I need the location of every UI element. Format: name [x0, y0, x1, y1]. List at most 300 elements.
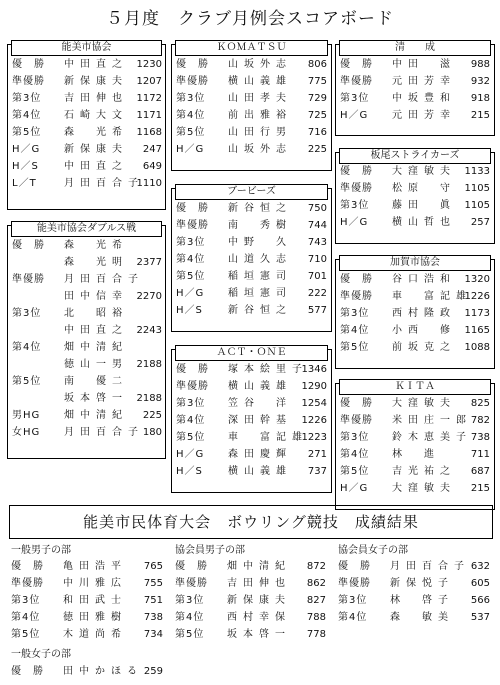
score-value: 1171 — [136, 110, 162, 121]
rank-label: 第3位 — [176, 237, 206, 248]
score-value: 751 — [143, 595, 163, 606]
rank-label: 第4位 — [11, 612, 41, 623]
player-name: 畑中清紀 — [64, 342, 128, 353]
rank-label: 優 勝 — [340, 398, 373, 409]
rank-label: 第3位 — [12, 93, 42, 104]
player-name: 車 富記雄 — [392, 291, 472, 302]
ranking-row — [175, 576, 326, 592]
player-name: 畑中清紀 — [227, 561, 291, 572]
score-value: 247 — [142, 144, 162, 155]
ranking-row — [176, 108, 327, 124]
player-name: 北 昭裕 — [64, 308, 128, 319]
rank-label: 第5位 — [12, 127, 42, 138]
player-name: 林 啓子 — [390, 595, 454, 606]
player-name: 大窪敏夫 — [392, 483, 456, 494]
ranking-row — [340, 198, 490, 214]
results-banner: 能美市民体育大会 ボウリング競技 成績結果 — [9, 505, 493, 539]
player-name: 山田孝夫 — [228, 93, 292, 104]
score-value: 1346 — [301, 364, 327, 375]
ranking-row — [12, 142, 162, 158]
ranking-row — [175, 559, 326, 575]
score-value: 687 — [470, 466, 490, 477]
rank-label: H／S — [176, 305, 203, 316]
rank-label: 第4位 — [338, 612, 368, 623]
rank-label: 第4位 — [12, 342, 42, 353]
player-name: 前出雅裕 — [228, 110, 292, 121]
rank-label: H／G — [340, 110, 369, 121]
player-name: 月田百合子 — [64, 178, 144, 189]
score-value: 2377 — [136, 257, 162, 268]
score-value: 750 — [307, 203, 327, 214]
ranking-row — [340, 164, 490, 180]
rank-label: 第3位 — [340, 432, 370, 443]
rank-label: 優 勝 — [176, 203, 209, 214]
rank-label: 準優勝 — [175, 578, 208, 589]
player-name: 徳山一男 — [64, 359, 128, 370]
rank-label: L／T — [12, 178, 37, 189]
ranking-row — [176, 430, 327, 446]
ranking-row — [12, 255, 162, 271]
player-name: 山田行男 — [228, 127, 292, 138]
score-value: 716 — [307, 127, 327, 138]
ranking-row — [12, 357, 162, 373]
player-name: 稲垣憲司 — [228, 271, 292, 282]
ranking-row — [12, 57, 162, 73]
score-value: 225 — [142, 410, 162, 421]
rank-label: 準優勝 — [340, 183, 373, 194]
score-value: 1172 — [136, 93, 162, 104]
score-value: 782 — [470, 415, 490, 426]
ranking-row — [340, 447, 490, 463]
score-value: 738 — [143, 612, 163, 623]
kita-header: ＫＩＴＡ — [339, 379, 491, 395]
ranking-row — [12, 74, 162, 90]
kyokai-joshi-title: 協会員女子の部 — [338, 545, 408, 556]
rank-label: 第4位 — [176, 110, 206, 121]
ranking-row — [340, 289, 490, 305]
player-name: 森 敏美 — [390, 612, 454, 623]
score-value: 605 — [470, 578, 490, 589]
player-name: 中川雅広 — [63, 578, 127, 589]
score-value: 701 — [307, 271, 327, 282]
rank-label: 優 勝 — [175, 561, 208, 572]
ranking-row — [11, 664, 163, 680]
player-name: 笠谷 洋 — [228, 398, 292, 409]
ranking-row — [12, 374, 162, 390]
ranking-row — [176, 252, 327, 268]
score-value: 738 — [470, 432, 490, 443]
ranking-row — [12, 391, 162, 407]
rank-label: 準優勝 — [340, 415, 373, 426]
player-name: 新保悦子 — [390, 578, 454, 589]
score-value: 825 — [470, 398, 490, 409]
score-value: 271 — [307, 449, 327, 460]
rank-label: 優 勝 — [12, 240, 45, 251]
rank-label: 第5位 — [176, 271, 206, 282]
player-name: 山坂外志 — [228, 59, 292, 70]
ranking-row — [12, 306, 162, 322]
player-name: 新保康夫 — [64, 144, 128, 155]
ranking-row — [176, 142, 327, 158]
rank-label: 準優勝 — [176, 220, 209, 231]
ranking-row — [11, 627, 163, 643]
ranking-row — [175, 627, 326, 643]
score-value: 577 — [307, 305, 327, 316]
ranking-row — [11, 593, 163, 609]
score-value: 988 — [470, 59, 490, 70]
player-name: 大窪敏夫 — [392, 398, 456, 409]
ranking-row — [11, 576, 163, 592]
score-value: 180 — [142, 427, 162, 438]
player-name: 森 光希 — [64, 127, 128, 138]
ranking-row — [340, 413, 490, 429]
score-value: 743 — [307, 237, 327, 248]
rank-label: 第5位 — [176, 432, 206, 443]
ranking-row — [340, 272, 490, 288]
score-value: 2188 — [136, 393, 162, 404]
ranking-row — [11, 610, 163, 626]
score-value: 932 — [470, 76, 490, 87]
rank-label: 優 勝 — [11, 561, 44, 572]
seisei-header: 清 成 — [339, 40, 491, 56]
player-name: 中坂豊和 — [392, 93, 456, 104]
ranking-row — [12, 289, 162, 305]
score-value: 1105 — [464, 183, 490, 194]
rank-label: 第5位 — [175, 629, 205, 640]
ranking-row — [12, 340, 162, 356]
score-value: 734 — [143, 629, 163, 640]
rank-label: 優 勝 — [176, 59, 209, 70]
page-title: ５月度 クラブ月例会スコアボード — [106, 9, 394, 29]
player-name: 横山哲也 — [392, 217, 456, 228]
score-value: 872 — [306, 561, 326, 572]
player-name: 新保康夫 — [64, 76, 128, 87]
rank-label: H／G — [176, 144, 205, 155]
rank-label: 第5位 — [340, 466, 370, 477]
rank-label: H／G — [12, 144, 41, 155]
rank-label: 第3位 — [176, 93, 206, 104]
player-name: 横山義雄 — [228, 466, 292, 477]
score-value: 222 — [307, 288, 327, 299]
score-value: 778 — [306, 629, 326, 640]
player-name: 吉田伸也 — [64, 93, 128, 104]
player-name: 大窪敏夫 — [392, 166, 456, 177]
ranking-row — [338, 610, 490, 626]
rank-label: H／G — [340, 217, 369, 228]
player-name: 塚本絵里子 — [228, 364, 308, 375]
player-name: 坂本啓一 — [227, 629, 291, 640]
player-name: 元田芳幸 — [392, 76, 456, 87]
player-name: 田中信幸 — [64, 291, 128, 302]
score-value: 725 — [307, 110, 327, 121]
ranking-row — [176, 57, 327, 73]
ranking-row — [340, 430, 490, 446]
rank-label: 準優勝 — [12, 274, 45, 285]
rank-label: H／G — [176, 449, 205, 460]
itao-header: 板尾ストライカーズ — [339, 148, 491, 164]
score-value: 775 — [307, 76, 327, 87]
rank-label: 第3位 — [176, 398, 206, 409]
rank-label: 第5位 — [12, 376, 42, 387]
rank-label: 第3位 — [11, 595, 41, 606]
score-value: 806 — [307, 59, 327, 70]
rank-label: 優 勝 — [340, 166, 373, 177]
ranking-row — [176, 74, 327, 90]
ranking-row — [176, 396, 327, 412]
player-name: 中田 滋 — [392, 59, 456, 70]
score-value: 215 — [470, 483, 490, 494]
ranking-row — [176, 218, 327, 234]
komatsu-header: ＫＯＭＡＴＳＵ — [175, 40, 328, 56]
score-value: 1207 — [136, 76, 162, 87]
rank-label: 優 勝 — [340, 274, 373, 285]
ranking-row — [176, 235, 327, 251]
score-value: 862 — [306, 578, 326, 589]
rank-label: 第4位 — [175, 612, 205, 623]
player-name: 西村幸保 — [227, 612, 291, 623]
rank-label: H／G — [340, 483, 369, 494]
rank-label: 準優勝 — [12, 76, 45, 87]
score-value: 537 — [470, 612, 490, 623]
ranking-row — [12, 323, 162, 339]
rank-label: 準優勝 — [340, 76, 373, 87]
score-value: 827 — [306, 595, 326, 606]
score-value: 1290 — [301, 381, 327, 392]
nomi-doubles-header: 能美市協会ダブルス戦 — [11, 221, 162, 237]
beavies-header: ブービーズ — [175, 184, 328, 200]
ranking-row — [12, 272, 162, 288]
ranking-row — [340, 181, 490, 197]
score-value: 1230 — [136, 59, 162, 70]
player-name: 石崎大文 — [64, 110, 128, 121]
ippan-joshi-title: 一般女子の部 — [11, 649, 71, 660]
ranking-row — [176, 362, 327, 378]
ranking-row — [12, 159, 162, 175]
act-one-header: ＡＣＴ・ＯＮＥ — [175, 345, 328, 361]
score-value: 257 — [470, 217, 490, 228]
rank-label: 第3位 — [340, 308, 370, 319]
score-value: 259 — [143, 666, 163, 677]
player-name: 林 進 — [392, 449, 440, 460]
player-name: 車 富記雄 — [228, 432, 308, 443]
ranking-row — [176, 413, 327, 429]
score-value: 1173 — [464, 308, 490, 319]
score-value: 710 — [307, 254, 327, 265]
score-value: 1226 — [464, 291, 490, 302]
score-value: 1168 — [136, 127, 162, 138]
rank-label: 男HG — [12, 410, 41, 421]
rank-label: 第5位 — [11, 629, 41, 640]
ranking-row — [176, 286, 327, 302]
score-value: 225 — [307, 144, 327, 155]
ranking-row — [340, 91, 490, 107]
player-name: 畑中清紀 — [64, 410, 128, 421]
score-value: 1223 — [301, 432, 327, 443]
kaga-header: 加賀市協会 — [339, 255, 491, 271]
player-name: 月田百合子 — [64, 274, 144, 285]
rank-label: 優 勝 — [12, 59, 45, 70]
player-name: 松原 守 — [392, 183, 456, 194]
ranking-row — [340, 396, 490, 412]
ranking-row — [12, 238, 162, 254]
rank-label: 第3位 — [340, 200, 370, 211]
rank-label: 優 勝 — [176, 364, 209, 375]
rank-label: 準優勝 — [340, 291, 373, 302]
rank-label: 第4位 — [12, 110, 42, 121]
player-name: 和田武士 — [63, 595, 127, 606]
player-name: 西村隆政 — [392, 308, 456, 319]
player-name: 新谷恒之 — [228, 203, 292, 214]
nomi-kyokai-header: 能美市協会 — [11, 40, 162, 56]
rank-label: H／G — [176, 288, 205, 299]
rank-label: H／S — [12, 161, 39, 172]
ranking-row — [340, 57, 490, 73]
score-value: 215 — [470, 110, 490, 121]
ranking-row — [11, 559, 163, 575]
ranking-row — [12, 408, 162, 424]
score-value: 649 — [142, 161, 162, 172]
rank-label: 第3位 — [175, 595, 205, 606]
ranking-row — [12, 108, 162, 124]
ranking-row — [12, 176, 162, 192]
score-value: 2243 — [136, 325, 162, 336]
ranking-row — [340, 323, 490, 339]
ranking-row — [175, 593, 326, 609]
rank-label: 第4位 — [176, 254, 206, 265]
player-name: 前坂克之 — [392, 342, 456, 353]
player-name: 小西 修 — [392, 325, 456, 336]
rank-label: 第3位 — [338, 595, 368, 606]
player-name: 鈴木恵美子 — [392, 432, 472, 443]
ranking-row — [176, 269, 327, 285]
player-name: 徳田雅樹 — [63, 612, 127, 623]
score-value: 1133 — [464, 166, 490, 177]
score-value: 711 — [470, 449, 490, 460]
ranking-row — [340, 74, 490, 90]
ranking-row — [176, 91, 327, 107]
player-name: 中田直之 — [64, 325, 128, 336]
rank-label: 第3位 — [340, 93, 370, 104]
ranking-row — [340, 108, 490, 124]
player-name: 吉光祐之 — [392, 466, 456, 477]
ranking-row — [338, 593, 490, 609]
rank-label: 準優勝 — [11, 578, 44, 589]
ranking-row — [338, 559, 490, 575]
player-name: 新保康夫 — [227, 595, 291, 606]
player-name: 元田芳幸 — [392, 110, 456, 121]
ranking-row — [340, 464, 490, 480]
player-name: 坂本啓一 — [64, 393, 128, 404]
rank-label: H／S — [176, 466, 203, 477]
score-value: 729 — [307, 93, 327, 104]
player-name: 月田百合子 — [64, 427, 144, 438]
rank-label: 準優勝 — [338, 578, 371, 589]
rank-label: 第3位 — [12, 308, 42, 319]
player-name: 南 秀樹 — [228, 220, 292, 231]
player-name: 藤田 眞 — [392, 200, 456, 211]
ranking-row — [340, 215, 490, 231]
player-name: 森 光希 — [64, 240, 128, 251]
player-name: 森 光明 — [64, 257, 128, 268]
player-name: 新谷恒之 — [228, 305, 292, 316]
score-value: 566 — [470, 595, 490, 606]
ranking-row — [175, 610, 326, 626]
player-name: 南 優二 — [64, 376, 128, 387]
player-name: 中田直之 — [64, 161, 128, 172]
rank-label: 女HG — [12, 427, 41, 438]
player-name: 中野 久 — [228, 237, 292, 248]
player-name: 山道久志 — [228, 254, 292, 265]
score-value: 737 — [307, 466, 327, 477]
ranking-row — [12, 425, 162, 441]
player-name: 吉田伸也 — [227, 578, 291, 589]
ranking-row — [340, 481, 490, 497]
score-value: 2270 — [136, 291, 162, 302]
player-name: 月田百合子 — [390, 561, 470, 572]
score-value: 788 — [306, 612, 326, 623]
ranking-row — [338, 576, 490, 592]
ranking-row — [176, 303, 327, 319]
rank-label: 第5位 — [176, 127, 206, 138]
kyokai-danshi-title: 協会員男子の部 — [175, 545, 245, 556]
ranking-row — [340, 340, 490, 356]
score-value: 1165 — [464, 325, 490, 336]
rank-label: 準優勝 — [176, 76, 209, 87]
ranking-row — [176, 464, 327, 480]
player-name: 田中かほる — [63, 666, 143, 677]
rank-label: 第4位 — [340, 449, 370, 460]
rank-label: 第4位 — [340, 325, 370, 336]
rank-label: 第5位 — [340, 342, 370, 353]
score-value: 1226 — [301, 415, 327, 426]
player-name: 中田直之 — [64, 59, 128, 70]
score-value: 2188 — [136, 359, 162, 370]
ranking-row — [12, 125, 162, 141]
ranking-row — [176, 447, 327, 463]
score-value: 1110 — [136, 178, 162, 189]
rank-label: 優 勝 — [338, 561, 371, 572]
score-value: 765 — [143, 561, 163, 572]
score-value: 755 — [143, 578, 163, 589]
player-name: 亀田浩平 — [63, 561, 127, 572]
player-name: 横山義雄 — [228, 76, 292, 87]
player-name: 山坂外志 — [228, 144, 292, 155]
score-value: 1320 — [464, 274, 490, 285]
player-name: 森田慶輝 — [228, 449, 292, 460]
score-value: 744 — [307, 220, 327, 231]
rank-label: 優 勝 — [11, 666, 44, 677]
ranking-row — [340, 306, 490, 322]
rank-label: 準優勝 — [176, 381, 209, 392]
score-value: 1088 — [464, 342, 490, 353]
ranking-row — [176, 125, 327, 141]
ranking-row — [176, 201, 327, 217]
score-value: 1105 — [464, 200, 490, 211]
ippan-danshi-title: 一般男子の部 — [11, 545, 71, 556]
player-name: 横山義雄 — [228, 381, 292, 392]
rank-label: 優 勝 — [340, 59, 373, 70]
ranking-row — [12, 91, 162, 107]
score-value: 1254 — [301, 398, 327, 409]
player-name: 深田幹基 — [228, 415, 292, 426]
rank-label: 第4位 — [176, 415, 206, 426]
score-value: 632 — [470, 561, 490, 572]
score-value: 918 — [470, 93, 490, 104]
player-name: 米田庄一郎 — [392, 415, 472, 426]
player-name: 木道尚希 — [63, 629, 127, 640]
ranking-row — [176, 379, 327, 395]
player-name: 稲垣憲司 — [228, 288, 292, 299]
